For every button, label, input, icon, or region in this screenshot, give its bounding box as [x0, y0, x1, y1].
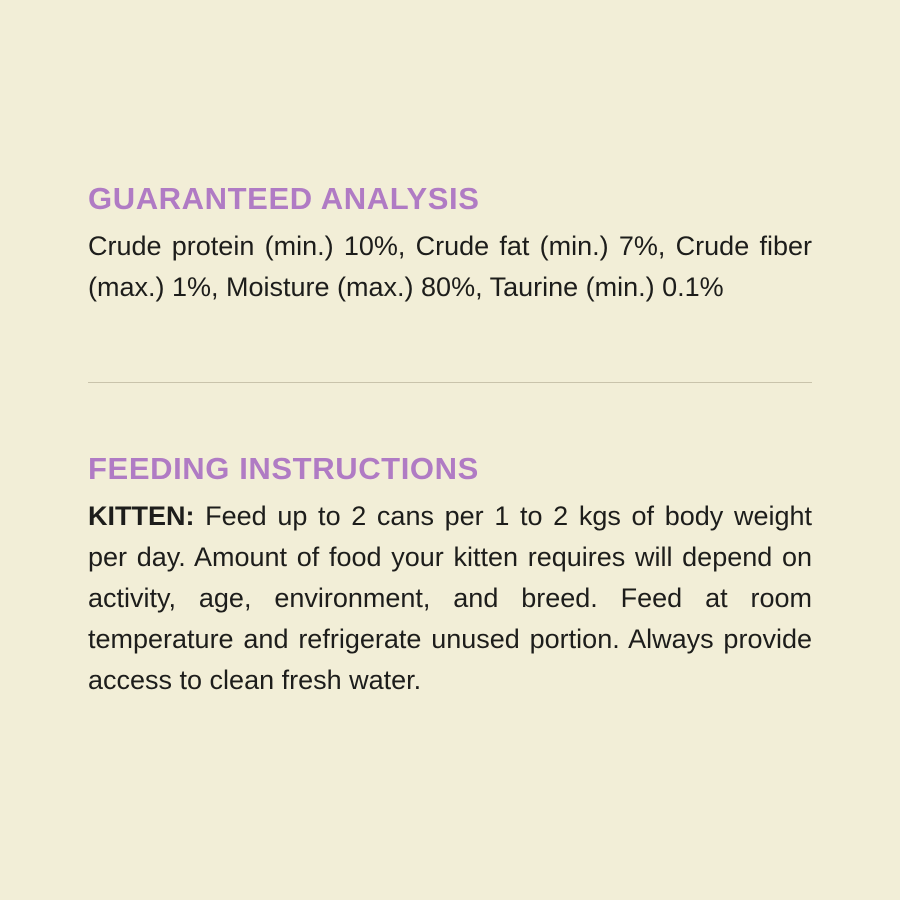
feeding-instructions-text: Feed up to 2 cans per 1 to 2 kgs of body weight per day. Amount of food your kitten requires will depend on activity, age, environment, and breed. Feed at room temperature and refrigerate unused portion. Always provide access to clean fresh water. [88, 501, 812, 696]
feeding-instructions-section [88, 452, 812, 701]
guaranteed-analysis-section [88, 182, 812, 308]
guaranteed-analysis-heading: GUARANTEED ANALYSIS [88, 181, 480, 216]
feeding-instructions-paragraph [88, 496, 812, 701]
feeding-stage-label: KITTEN: [88, 501, 195, 532]
section-divider [88, 382, 812, 383]
feeding-instructions-heading: FEEDING INSTRUCTIONS [88, 451, 479, 486]
guaranteed-analysis-text: Crude protein (min.) 10%, Crude fat (min.) 7%, Crude fiber (max.) 1%, Moisture (max.) 80%, Taurine (min.) 0.1% [88, 231, 812, 303]
